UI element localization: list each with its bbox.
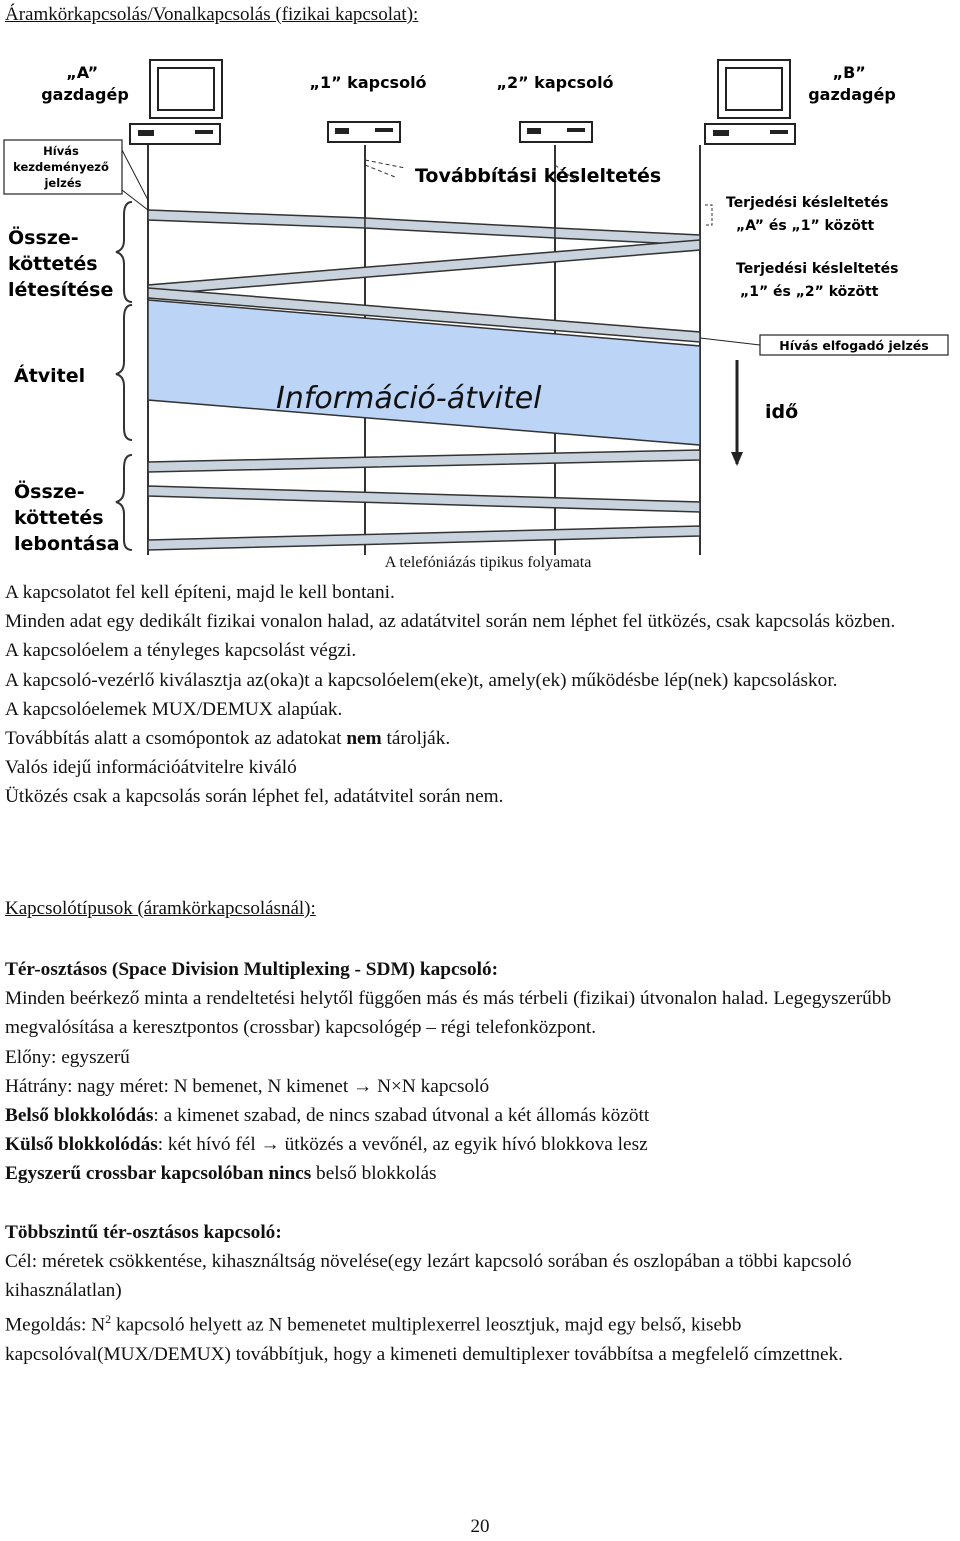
circuit-switching-diagram <box>0 50 960 555</box>
svg-text:„A” gazdagép <box>41 63 129 104</box>
phase-transfer-label: Átvitel <box>14 365 86 387</box>
paragraph-forwarding: Továbbítás alatt a csomópontok az adatokat nem tárolják. <box>5 728 451 750</box>
multistage-title: Többszintű tér-osztásos kapcsoló: <box>5 1221 282 1243</box>
figure-caption <box>0 554 960 572</box>
time-label: idő <box>765 401 799 423</box>
phase-teardown-line3: lebontása <box>14 533 120 555</box>
phase-setup-line1: Össze- <box>8 227 79 249</box>
paragraph: A kapcsolatot fel kell építeni, majd le kell bontani. <box>5 582 395 603</box>
sdm-external-blocking: Külső blokkolódás: két hívó fél → ütközés a vevőnél, az egyik hívó blokkova lesz <box>5 1134 648 1156</box>
prop-delay-a1-line1: Terjedési késleltetés <box>726 195 889 211</box>
sdm-pro: Előny: egyszerű <box>5 1046 130 1068</box>
multistage-goal: Cél: méretek csökkentése, kihasználtság növelése(egy lezárt kapcsoló sorában és oszlopában a többi kapcsoló kihasználatlan) <box>5 1251 852 1302</box>
phase-setup-line3: létesítése <box>8 279 114 301</box>
host-b-label-2: gazdagép <box>808 85 896 104</box>
paragraph: Ütközés csak a kapcsolás során léphet fel, adatátvitel során nem. <box>5 786 504 808</box>
setup-signal-a-to-1 <box>148 210 365 228</box>
paragraph: Minden adat egy dedikált fizikai vonalon halad, az adatátvitel során nem léphet fel ütközés, csak kapcsolás közben. <box>5 611 896 633</box>
prop-delay-a1-line2: „A” és „1” között <box>736 218 875 234</box>
section-heading-switch-types: Kapcsolótípusok (áramkörkapcsolásnál): <box>5 898 316 919</box>
sdm-title: Tér-osztásos (Space Division Multiplexing - SDM) kapcsoló: <box>5 959 499 980</box>
figure-caption-text: A telefóniázás tipikus folyamata <box>384 554 592 571</box>
svg-text:Terjedési késleltetés „A <box>726 195 893 234</box>
sdm-internal-blocking: Belső blokkolódás: a kimenet szabad, de nincs szabad útvonal a két állomás között <box>5 1105 650 1127</box>
info-transfer-label: Információ-átvitel <box>276 381 542 416</box>
call-init-label-2: kezdeményező <box>13 160 109 174</box>
prop-delay-12-line1: Terjedési késleltetés <box>736 261 899 277</box>
host-a-computer-icon <box>130 60 222 144</box>
phase-teardown-line2: köttetés <box>14 507 104 529</box>
forwarding-delay-label: Továbbítási késleltetés <box>415 165 662 187</box>
call-init-label-3: jelzés <box>44 176 82 190</box>
svg-text:Össze- köttetés lé <box>8 225 113 301</box>
paragraph: A kapcsolóelem a tényleges kapcsolást végzi. <box>5 640 357 662</box>
teardown-signal-3 <box>148 526 700 550</box>
setup-signal-1-to-2 <box>365 218 555 238</box>
call-accept-label: Hívás elfogadó jelzés <box>779 338 929 353</box>
arrow-right-icon: → <box>260 1134 280 1156</box>
page-number: 20 <box>470 1516 490 1537</box>
paragraph: A kapcsoló-vezérlő kiválasztja az(oka)t a kapcsolóelem(eke)t, amely(ek) működésbe lép(nek) kapcsoláskor. <box>5 669 838 691</box>
section-heading-circuit-switching: Áramkörkapcsolás/Vonalkapcsolás (fizikai kapcsolat): <box>5 4 419 25</box>
host-b-computer-icon <box>705 60 795 144</box>
svg-text:„B” gazdagép <box>808 63 896 104</box>
sdm-crossbar-note: Egyszerű crossbar kapcsolóban nincs belső blokkolás <box>5 1163 437 1185</box>
info-transfer-band <box>148 300 700 445</box>
paragraph: Valós idejű információátvitelre kiváló <box>5 757 297 779</box>
sdm-con: Hátrány: nagy méret: N bemenet, N kimenet → N×N kapcsoló <box>5 1075 490 1097</box>
section2-body <box>5 955 955 1369</box>
teardown-signal-1 <box>148 450 700 472</box>
accept-signal-b-to-a <box>148 240 700 295</box>
call-init-label-1: Hívás <box>43 144 79 158</box>
switch-2-label: „2” kapcsoló <box>496 73 614 92</box>
host-a-label: „A” <box>66 63 99 82</box>
teardown-signal-2 <box>148 486 700 512</box>
multistage-solution: Megoldás: $N^2$ kapcsoló helyett az N bemenetet multiplexerrel leosztjuk, majd egy belső, kisebb kapcsolóval(MUX/DEMUX) továbbítjuk, hogy a kimeneti demultiplexer továbbítsa a megfelelő címzettnek. <box>5 1312 843 1366</box>
switch-1-icon <box>328 122 400 142</box>
phase-setup-line2: köttetés <box>8 253 98 275</box>
arrow-right-icon: → <box>353 1075 373 1097</box>
svg-text:Össze- köttetés le <box>14 479 120 555</box>
paragraph: A kapcsolóelemek MUX/DEMUX alapúak. <box>5 698 343 720</box>
switch-2-icon <box>520 122 592 142</box>
section1-body <box>5 578 955 812</box>
host-a-label-2: gazdagép <box>41 85 129 104</box>
prop-delay-12-line2: „1” és „2” között <box>740 284 879 300</box>
sdm-description: Minden beérkező minta a rendeltetési helytől függően más és más térbeli (fizikai) útvonalon halad. Legegyszerűbb megvalósítása a keresztpontos (crossbar) kapcsológép – régi telefonközpont. <box>5 988 892 1039</box>
host-b-label: „B” <box>832 63 866 82</box>
phase-teardown-line1: Össze- <box>14 481 85 503</box>
svg-text:Terjedési késleltetés „1 <box>736 261 903 300</box>
switch-1-label: „1” kapcsoló <box>309 73 427 92</box>
